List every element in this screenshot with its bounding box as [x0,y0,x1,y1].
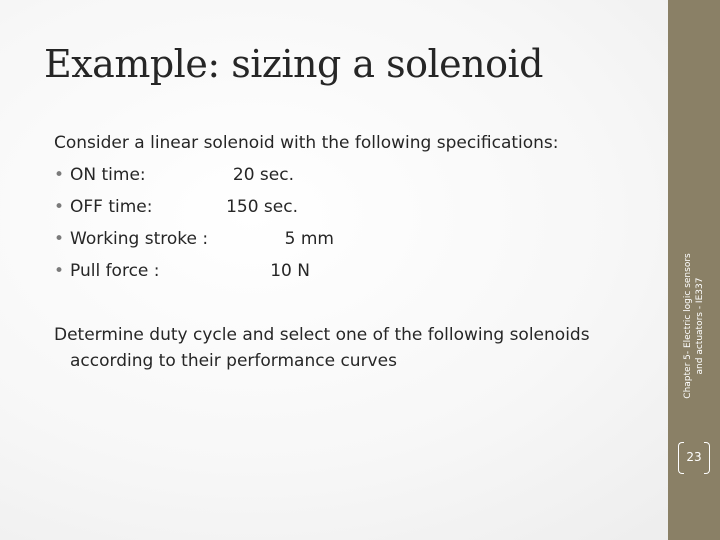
instruction-line-2: according to their performance curves [70,351,397,371]
spec-label: Working stroke : [70,229,209,249]
chapter-caption-line-1: Chapter 5- Electric logic sensors [683,253,693,399]
bullet-icon: • [54,229,65,249]
spec-value: 10 N [270,261,310,281]
instruction-paragraph [54,322,634,374]
chapter-caption [682,253,706,398]
page-number-box [672,442,716,474]
instruction-line-1: Determine duty cycle and select one of the following solenoids [54,325,590,345]
bullet-icon: • [54,261,65,281]
spec-value: 150 sec. [226,197,298,217]
spec-value: 20 sec. [232,165,294,185]
slide-title: Example: sizing a solenoid [44,42,543,86]
spec-value: 5 mm [284,229,334,249]
spec-label: ON time: [70,165,146,185]
page-number: 23 [686,450,702,464]
bullet-icon: • [54,165,65,185]
intro-text: Consider a linear solenoid with the following specifications: [54,133,559,153]
chapter-caption-line-2: and actuators - IE337 [695,277,705,375]
spec-label: Pull force : [70,261,160,281]
spec-label: OFF time: [70,197,153,217]
bullet-icon: • [54,197,65,217]
